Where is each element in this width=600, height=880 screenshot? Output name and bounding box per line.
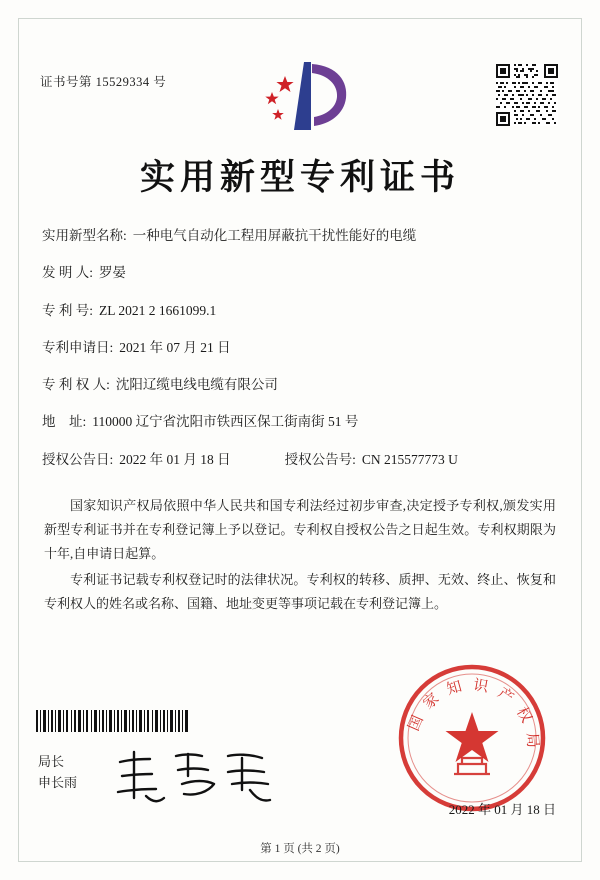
page-title: 实用新型专利证书 — [139, 158, 460, 197]
field-value: 罗晏 — [99, 265, 127, 281]
field-row-grant — [42, 450, 558, 470]
field-row-patent-no — [42, 301, 558, 321]
grant-date-value: 2022 年 01 月 18 日 — [119, 451, 231, 467]
field-row-application-date — [42, 338, 558, 358]
field-row-inventor — [42, 263, 558, 283]
field-value: ZL 2021 2 1661099.1 — [99, 302, 217, 318]
field-label: 专利申请日: — [42, 339, 114, 355]
official-seal — [396, 662, 548, 814]
cnipa-logo-icon — [242, 60, 358, 136]
field-label: 实用新型名称: — [42, 228, 127, 243]
field-list — [42, 226, 558, 470]
legal-paragraph-1: 国家知识产权局依照中华人民共和国专利法经过初步审查,决定授予专利权,颁发实用新型专利证书并在专利登记簿上予以登记。专利权自授权公告之日起生效。专利权期限为十年,自申请日起算。 — [44, 497, 556, 561]
certificate-number: 证书号第 15529334 号 — [40, 75, 167, 89]
field-label: 地 址: — [42, 414, 87, 430]
grant-number-label: 授权公告号: — [284, 451, 356, 467]
field-value: 沈阳辽缆电线电缆有限公司 — [115, 377, 278, 392]
field-row-address — [42, 412, 558, 432]
barcode — [36, 710, 188, 732]
field-value: 110000 辽宁省沈阳市铁西区保工街南街 51 号 — [92, 414, 359, 430]
seal-top-text: 国 家 知 识 产 权 局 — [406, 677, 541, 752]
seal-date: 2022 年 01 月 18 日 — [448, 802, 556, 817]
field-label: 发 明 人: — [42, 265, 94, 281]
qr-code-icon — [496, 64, 558, 126]
page-footer: 第 1 页 (共 2 页) — [260, 843, 340, 855]
director-name: 申长雨 — [38, 775, 78, 791]
legal-text — [44, 494, 556, 616]
field-value: 2021 年 07 月 21 日 — [119, 339, 231, 355]
field-label: 专 利 号: — [42, 302, 94, 318]
field-row-patentee — [42, 375, 558, 395]
field-value: 一种电气自动化工程用屏蔽抗干扰性能好的电缆 — [132, 228, 417, 243]
director-label: 局长 — [38, 754, 65, 770]
handwritten-signature-icon — [110, 746, 280, 808]
field-row-name — [42, 226, 558, 246]
header — [36, 30, 564, 126]
legal-paragraph-2: 专利证书记载专利权登记时的法律状况。专利权的转移、质押、无效、终止、恢复和专利权人的姓名或名称、国籍、地址变更等事项记载在专利登记簿上。 — [44, 571, 556, 611]
signature-block — [38, 752, 77, 794]
field-label: 专 利 权 人: — [42, 377, 110, 392]
grant-date-label: 授权公告日: — [42, 451, 114, 467]
grant-number-value: CN 215577773 U — [361, 451, 458, 467]
